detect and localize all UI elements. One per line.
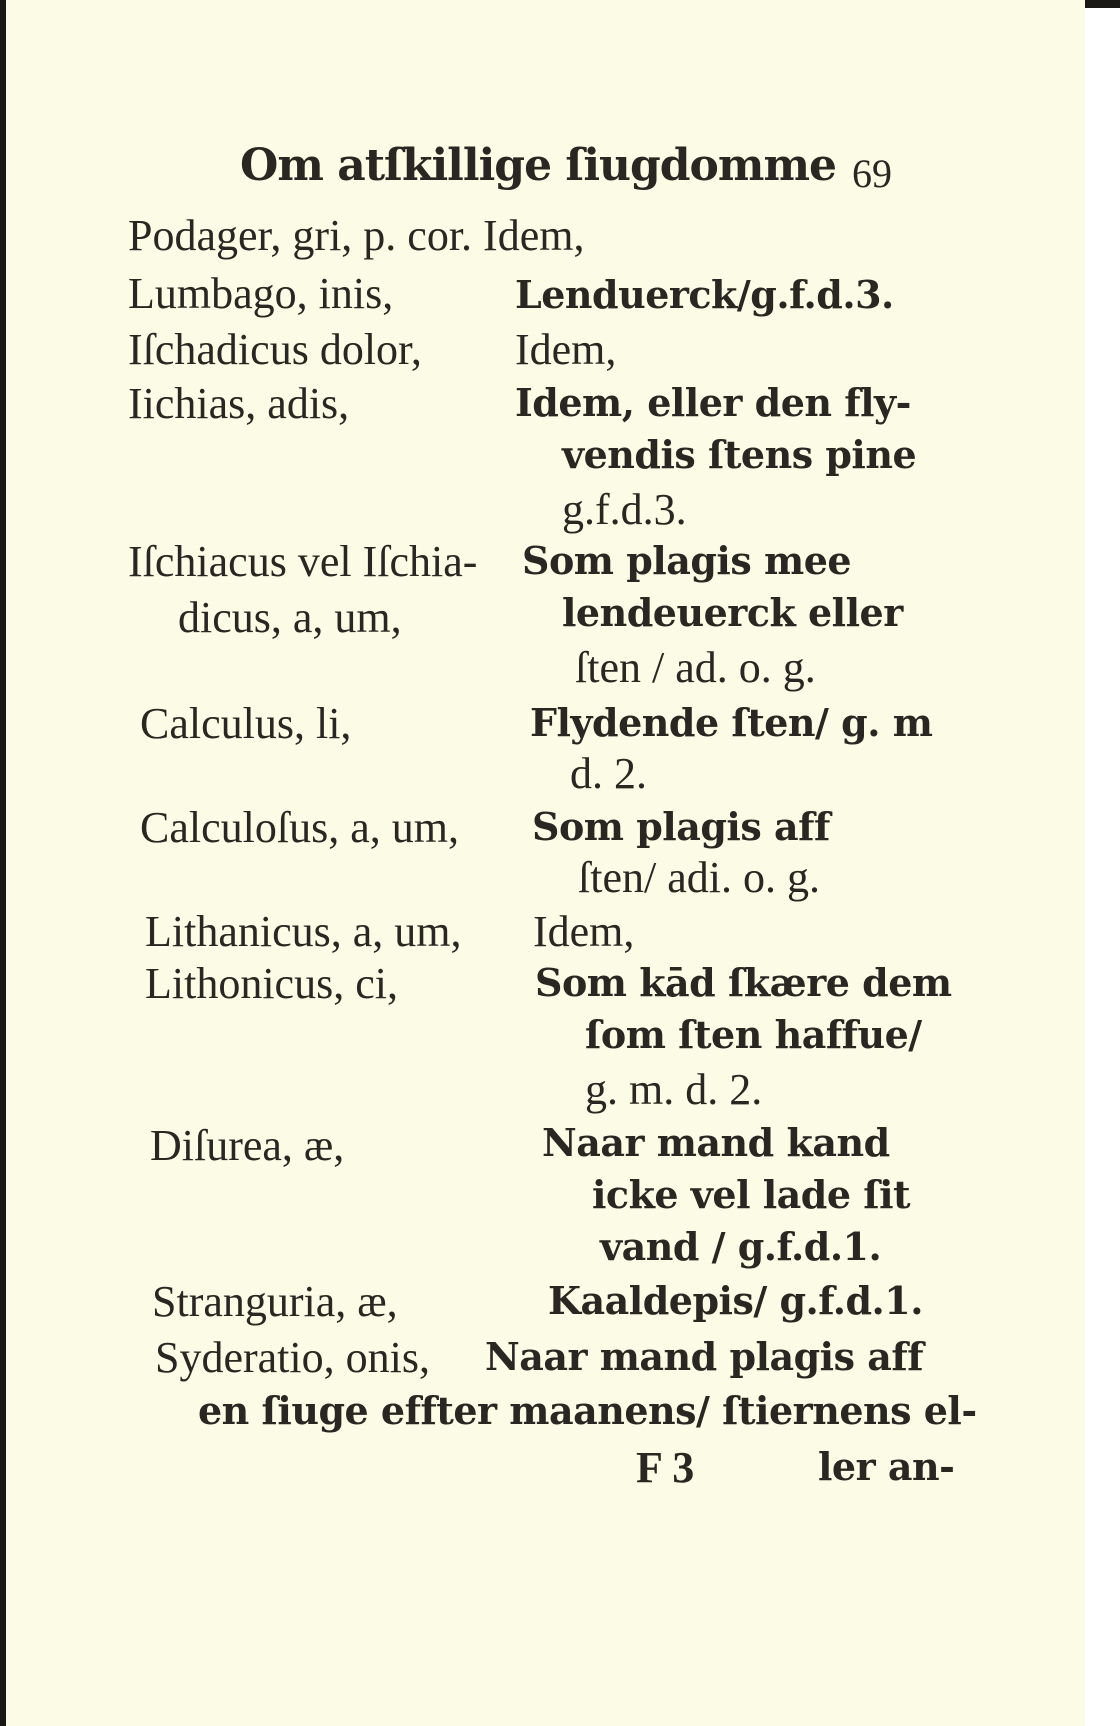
entry-disurea-latin: Diſurea, æ, — [150, 1121, 345, 1170]
entry-ischiacus-latin-2: dicus, a, um, — [178, 593, 402, 642]
entry-lithanicus-translation: Idem, — [533, 907, 635, 956]
entry-stranguria-latin: Stranguria, æ, — [152, 1277, 398, 1326]
entry-disurea-translation-2: icke vel lade ſit — [592, 1172, 911, 1217]
entry-ischiacus-translation-3: ſten / ad. o. g. — [575, 643, 816, 692]
entry-iichias-translation-1: Idem, eller den fly- — [515, 380, 911, 425]
entry-lithonicus-latin: Lithonicus, ci, — [145, 959, 398, 1008]
entry-calculus-translation-1: Flydende ſten/ g. m — [530, 700, 933, 745]
entry-iichias-translation-2: vendis ſtens pine — [562, 432, 917, 477]
page-edge-shadow — [0, 0, 6, 1726]
entry-disurea-translation-1: Naar mand kand — [542, 1120, 890, 1165]
scan-edge-mark — [1085, 0, 1120, 8]
signature-mark: F 3 — [636, 1443, 695, 1492]
entry-calculosus-translation-1: Som plagis aff — [532, 804, 830, 849]
entry-iichias-latin: Iichias, adis, — [128, 379, 350, 428]
entry-calculosus-latin: Calculoſus, a, um, — [140, 803, 459, 852]
entry-calculus-latin: Calculus, li, — [140, 699, 352, 748]
entry-lumbago-translation: Lenduerck/g.f.d.3. — [515, 272, 894, 317]
entry-lithonicus-translation-2: ſom ſten haffue/ — [585, 1012, 922, 1057]
entry-ischadicus-latin: Iſchadicus dolor, — [128, 325, 422, 374]
catchword: ler an- — [818, 1444, 955, 1489]
entry-calculus-translation-2: d. 2. — [570, 749, 647, 798]
entry-syderatio-translation-2: en ſiuge effter maanens/ ſtiernens el- — [198, 1388, 977, 1433]
entry-stranguria-translation: Kaaldepis/ g.f.d.1. — [548, 1278, 923, 1323]
page-number: 69 — [852, 151, 892, 196]
entry-lithonicus-translation-1: Som kād ſkære dem — [535, 960, 952, 1005]
entry-lithanicus-latin: Lithanicus, a, um, — [145, 907, 462, 956]
entry-podager-latin: Podager, gri, p. cor. Idem, — [128, 211, 585, 260]
entry-ischiacus-translation-1: Som plagis mee — [522, 538, 852, 583]
entry-disurea-translation-3: vand / g.f.d.1. — [600, 1224, 882, 1269]
entry-lithonicus-translation-3: g. m. d. 2. — [585, 1065, 763, 1114]
entry-syderatio-latin: Syderatio, onis, — [155, 1333, 430, 1382]
entry-iichias-translation-3: g.f.d.3. — [562, 485, 687, 534]
entry-ischiacus-latin-1: Iſchiacus vel Iſchia- — [128, 537, 478, 586]
entry-lumbago-latin: Lumbago, inis, — [128, 269, 394, 318]
entry-ischadicus-translation: Idem, — [515, 325, 617, 374]
running-title: Om atſkillige ſiugdomme — [240, 140, 837, 191]
entry-calculosus-translation-2: ſten/ adi. o. g. — [578, 853, 820, 902]
entry-ischiacus-translation-2: lendeuerck eller — [562, 590, 903, 635]
entry-syderatio-translation-1: Naar mand plagis aff — [485, 1334, 924, 1379]
